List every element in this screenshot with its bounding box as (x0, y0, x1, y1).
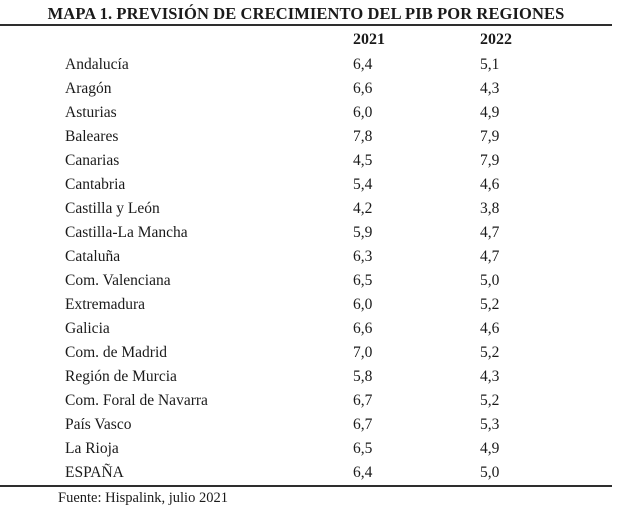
value-2021-cell: 6,6 (353, 320, 373, 337)
table-row (0, 245, 640, 269)
value-2022-cell: 5,0 (480, 272, 500, 289)
table-row (0, 317, 640, 341)
region-name-cell: Extremadura (65, 296, 146, 313)
value-2022-cell: 4,9 (480, 104, 500, 121)
value-2021-cell: 6,4 (353, 56, 373, 73)
region-name-cell: Región de Murcia (65, 368, 177, 385)
region-name-cell: La Rioja (65, 440, 119, 457)
region-name-cell: Com. Foral de Navarra (65, 392, 208, 409)
value-2022-cell: 5,2 (480, 344, 500, 361)
bottom-rule (0, 485, 612, 487)
value-2022-cell: 4,7 (480, 248, 500, 265)
region-name-cell: País Vasco (65, 416, 132, 433)
table-row (0, 341, 640, 365)
value-2022-cell: 4,3 (480, 80, 500, 97)
value-2021-cell: 5,9 (353, 224, 373, 241)
table-row (0, 125, 640, 149)
value-2021-cell: 6,0 (353, 104, 373, 121)
value-2021-cell: 6,3 (353, 248, 373, 265)
value-2022-cell: 5,0 (480, 464, 500, 481)
table-row (0, 77, 640, 101)
value-2021-cell: 6,7 (353, 416, 373, 433)
value-2021-cell: 7,0 (353, 344, 373, 361)
region-name-cell: Andalucía (65, 56, 129, 73)
table-row (0, 101, 640, 125)
value-2022-cell: 3,8 (480, 200, 500, 217)
value-2021-cell: 6,0 (353, 296, 373, 313)
region-name-cell: Com. Valenciana (65, 272, 171, 289)
value-2022-cell: 5,1 (480, 56, 500, 73)
table-row (0, 413, 640, 437)
region-name-cell: Baleares (65, 128, 119, 145)
source-note: Fuente: Hispalink, julio 2021 (58, 490, 228, 506)
value-2021-cell: 5,4 (353, 176, 373, 193)
value-2022-cell: 5,2 (480, 392, 500, 409)
value-2021-cell: 4,5 (353, 152, 373, 169)
table-row (0, 293, 640, 317)
region-name-cell: Cantabria (65, 176, 126, 193)
table-row (0, 173, 640, 197)
value-2021-cell: 7,8 (353, 128, 373, 145)
table-body (0, 53, 640, 485)
value-2021-cell: 6,4 (353, 464, 373, 481)
table-row (0, 269, 640, 293)
table-row (0, 461, 640, 485)
value-2021-cell: 4,2 (353, 200, 373, 217)
value-2022-cell: 4,6 (480, 176, 500, 193)
table-header-row (0, 26, 640, 53)
region-name-cell: Com. de Madrid (65, 344, 168, 361)
table-row (0, 365, 640, 389)
region-name-cell: Canarias (65, 152, 120, 169)
value-2022-cell: 4,6 (480, 320, 500, 337)
table-row (0, 149, 640, 173)
table-row (0, 197, 640, 221)
value-2022-cell: 7,9 (480, 152, 500, 169)
value-2022-cell: 7,9 (480, 128, 500, 145)
region-name-cell: Castilla-La Mancha (65, 224, 188, 241)
region-name-cell: Asturias (65, 104, 117, 121)
table-row (0, 221, 640, 245)
value-2021-cell: 6,6 (353, 80, 373, 97)
value-2021-cell: 6,7 (353, 392, 373, 409)
value-2022-cell: 5,3 (480, 416, 500, 433)
value-2022-cell: 4,7 (480, 224, 500, 241)
region-name-cell: ESPAÑA (65, 464, 124, 481)
region-name-cell: Aragón (65, 80, 112, 97)
column-header-2021: 2021 (353, 30, 385, 48)
region-name-cell: Castilla y León (65, 200, 160, 217)
value-2021-cell: 6,5 (353, 440, 373, 457)
value-2022-cell: 4,3 (480, 368, 500, 385)
value-2022-cell: 4,9 (480, 440, 500, 457)
region-name-cell: Cataluña (65, 248, 121, 265)
value-2022-cell: 5,2 (480, 296, 500, 313)
table-row (0, 389, 640, 413)
table-row (0, 437, 640, 461)
table-title: MAPA 1. PREVISIÓN DE CRECIMIENTO DEL PIB POR REGIONES (47, 4, 565, 23)
value-2021-cell: 5,8 (353, 368, 373, 385)
table-row (0, 53, 640, 77)
column-header-2022: 2022 (480, 30, 512, 48)
region-name-cell: Galicia (65, 320, 110, 337)
value-2021-cell: 6,5 (353, 272, 373, 289)
